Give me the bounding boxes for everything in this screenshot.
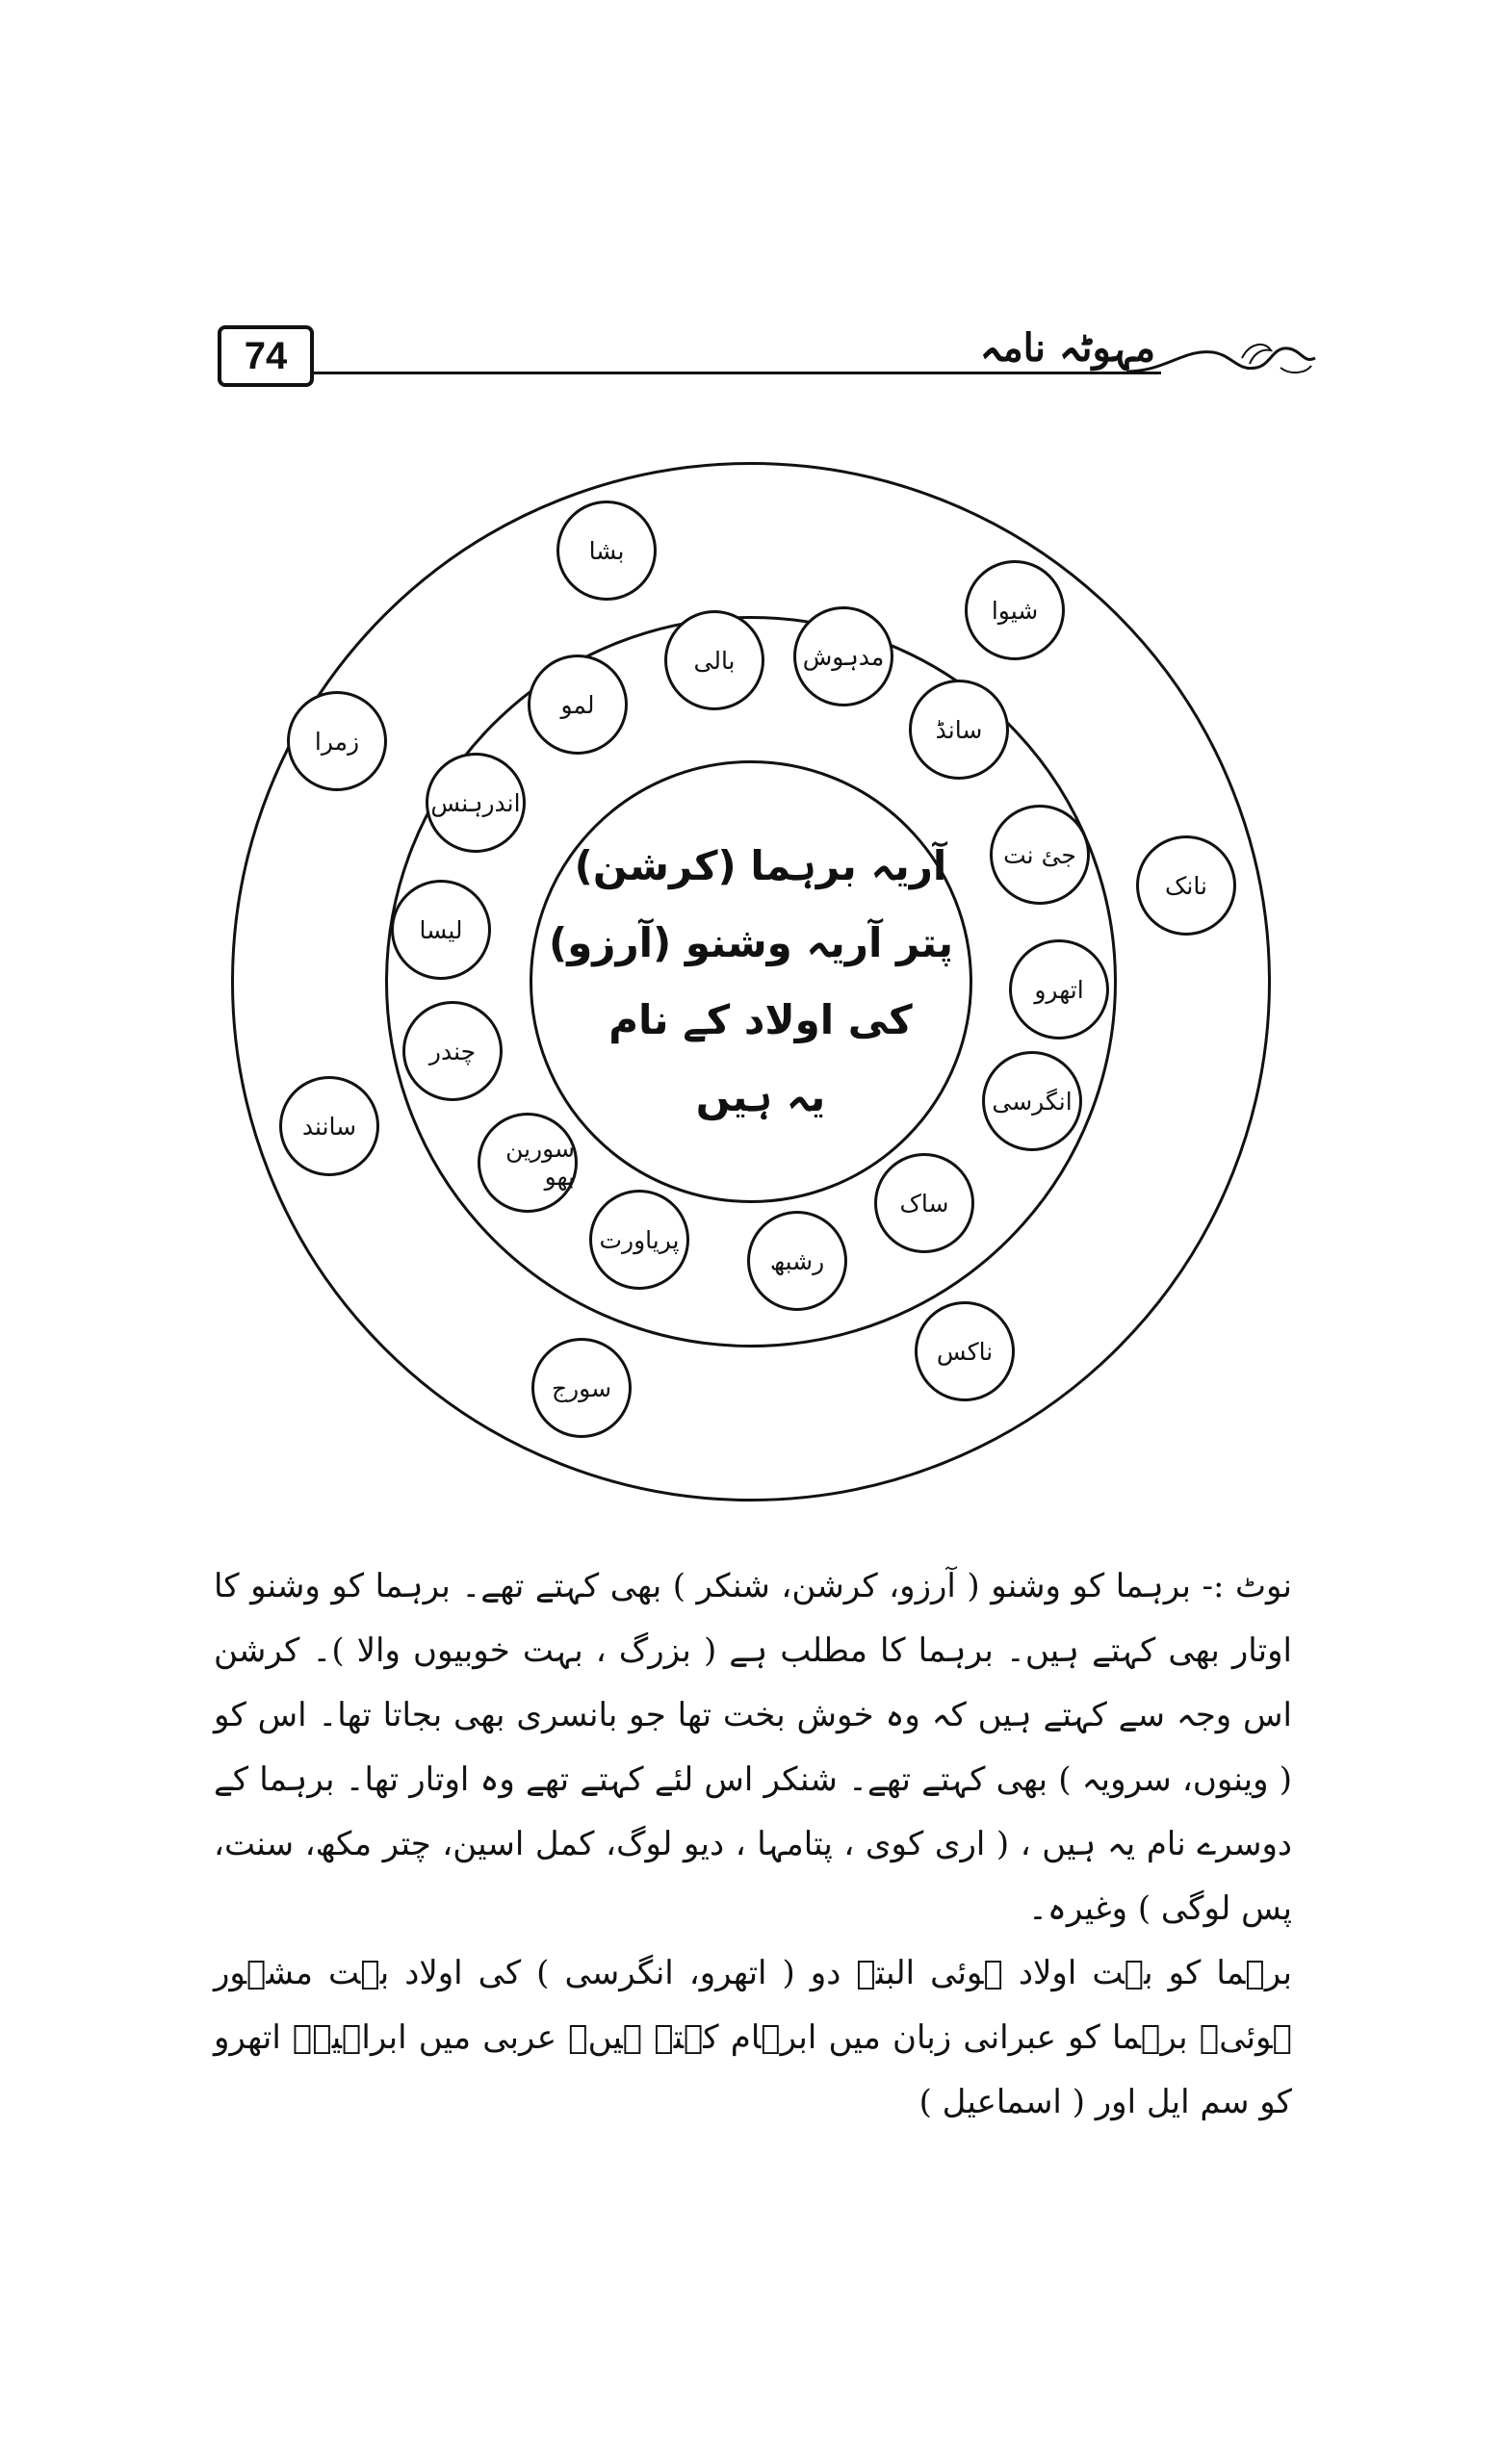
body-text [214,1554,1292,2135]
header-rule [314,372,1161,374]
inner-name-bubble: چندر [402,1001,503,1101]
outer-name-bubble: سانند [279,1076,379,1176]
outer-name-bubble: بشا [556,500,657,601]
center-line: یہ ہیں [695,1073,826,1120]
inner-name-bubble: جئ نت [990,805,1090,905]
paragraph: نوٹ :- برہما کو وشنو ( آرزو، کرشن، شنکر ) بھی کہتے تھے۔ برہما کو وشنو کا اوتار بھی کہتے ہیں۔ برہما کا مطلب ہے ( بزرگ ، بہت خوبیوں والا )۔ کرشن اس وجہ سے کہتے ہیں کہ وہ خوش بخت تھا جو بانسری بھی بجاتا تھا۔ اس کو ( وینوں، سرویہ ) بھی کہتے تھے۔ شنکر اس لئے کہتے تھے وہ اوتار تھا۔ برہما کے دوسرے نام یہ ہیں ، ( اری کوی ، پتامہا ، دیو لوگ، کمل اسین، چتر مکھ، سنت، پس لوگی ) وغیرہ۔ [214,1567,1292,1928]
inner-name-bubble: سورین بھو [478,1113,578,1213]
outer-name-bubble: نانک [1136,835,1236,936]
inner-name-bubble: اندرہنس [426,753,526,853]
outer-name-bubble: ناکس [915,1301,1015,1401]
inner-name-bubble: انگرسی [982,1051,1082,1151]
outer-name-bubble: زمرا [287,691,387,791]
inner-name-bubble: اتھرو [1009,939,1109,1040]
flourish-ornament-icon [1126,329,1319,387]
diagram-center-title [549,828,953,1136]
inner-name-bubble: پریاورت [589,1190,689,1290]
inner-name-bubble: رشبھ [747,1211,847,1311]
page-number: 74 [218,325,314,387]
outer-name-bubble: شیوا [965,560,1065,660]
inner-name-bubble: بالی [664,610,764,710]
book-title: مہوٹہ نامہ [979,325,1155,371]
center-line: کی اولاد کے نام [608,996,913,1043]
inner-name-bubble: مدہوش [793,606,893,706]
center-line: آریہ برہما (کرشن) [574,842,947,889]
paragraph: برہما کو بہت اولاد ہوئی البتہ دو ( اتھرو، انگرسی ) کی اولاد بہت مشہور ہوئی۔ برہما کو عبرانی زبان میں ابرہام کہتے ہیں۔ عربی میں ابراہیمؑ اتھرو کو سم ایل اور ( اسماعیل ) [214,1954,1292,2121]
inner-name-bubble: سانڈ [909,680,1009,780]
outer-name-bubble: سورج [531,1338,632,1438]
center-line: پتر آریہ وشنو (آرزو) [549,919,953,966]
inner-name-bubble: ساک [874,1153,974,1253]
inner-name-bubble: لمو [528,654,628,755]
inner-name-bubble: لیسا [391,880,491,980]
